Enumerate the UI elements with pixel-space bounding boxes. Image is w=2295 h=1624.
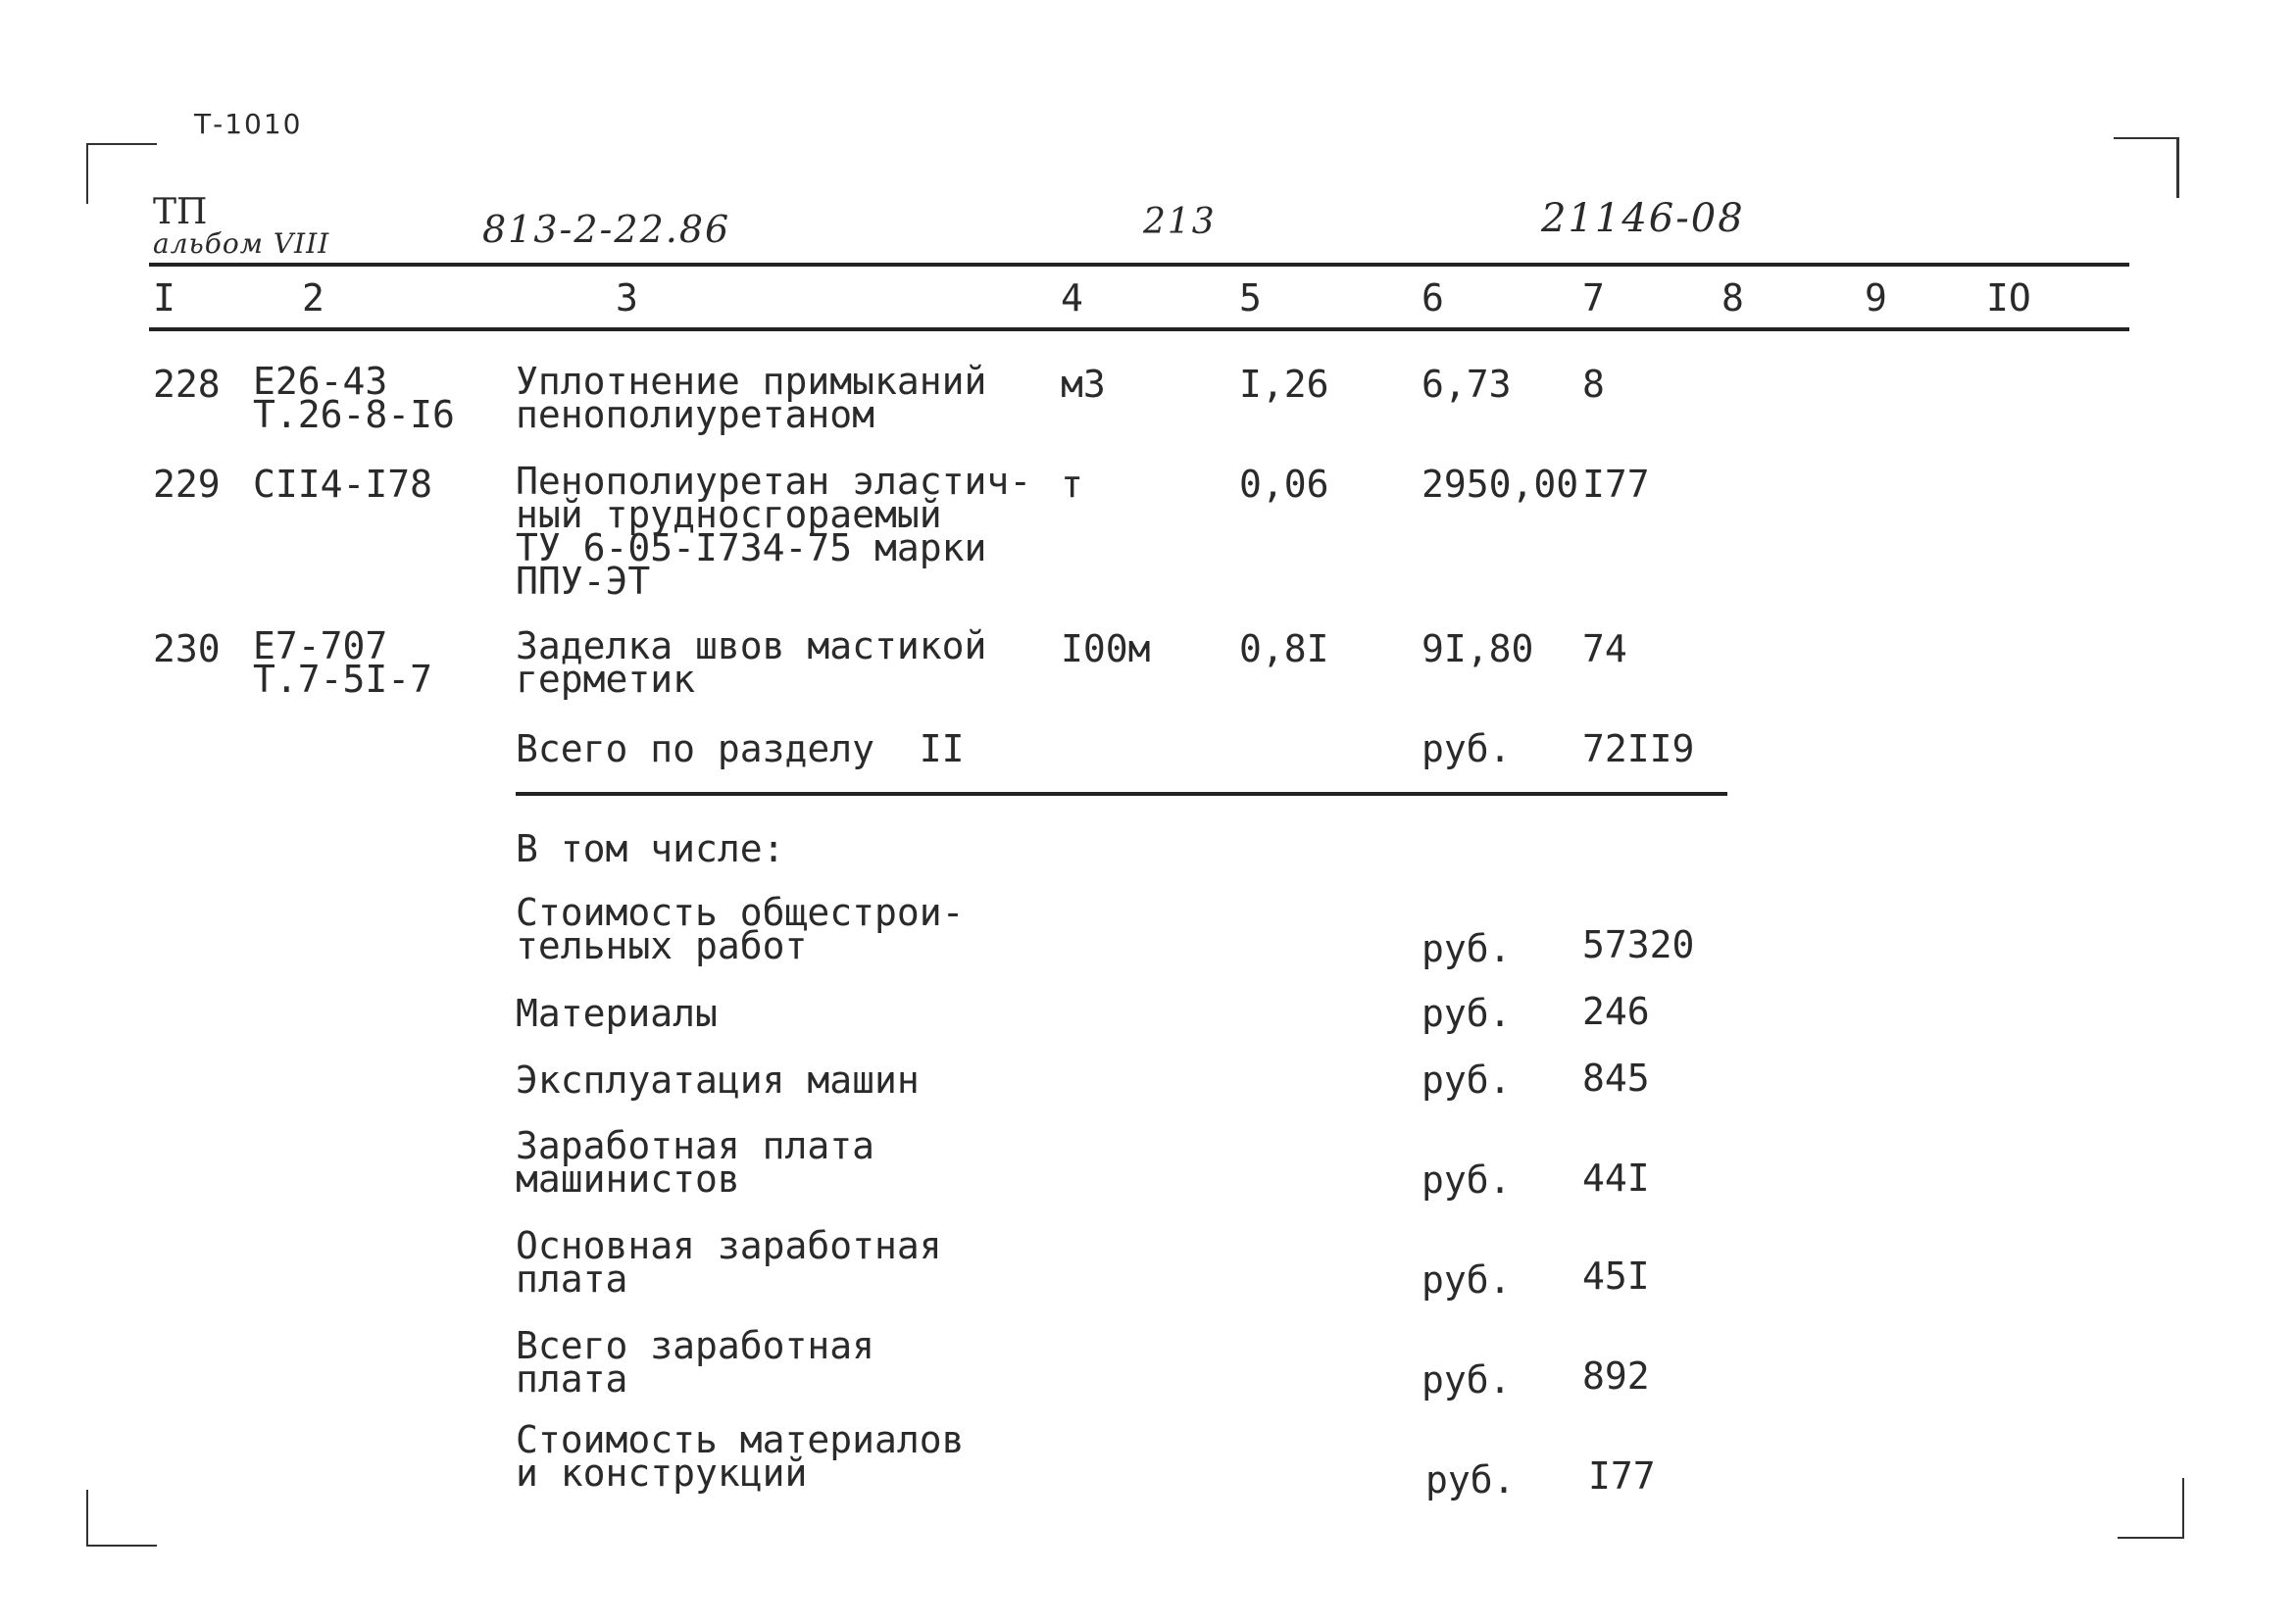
header-bottom-rule: [149, 327, 2129, 331]
row-code: СII4-I78: [253, 463, 433, 506]
breakdown-unit: руб.: [1422, 1158, 1512, 1202]
section-total-value: 72II9: [1582, 727, 1695, 770]
row-unit-price: 9I,80: [1422, 627, 1534, 670]
section-total-label: Всего по разделу II: [516, 727, 965, 770]
breakdown-value: 44I: [1582, 1156, 1650, 1200]
corner-mark-top-left: [86, 143, 157, 204]
breakdown-label: Всего заработная плата: [516, 1324, 875, 1401]
header-project-code: 813-2-22.86: [482, 208, 731, 251]
corner-mark-bottom-left: [86, 1490, 157, 1547]
header-album: альбом VIII: [153, 227, 330, 260]
column-number: 7: [1582, 276, 1605, 320]
row-unit: м3: [1061, 363, 1106, 406]
breakdown-label: Стоимость общестрои- тельных работ: [516, 891, 965, 967]
breakdown-label: Стоимость материалов и конструкций: [516, 1418, 965, 1495]
breakdown-unit: руб.: [1422, 1358, 1512, 1402]
breakdown-unit: руб.: [1422, 1258, 1512, 1302]
column-number: 2: [302, 276, 324, 320]
column-number: IO: [1986, 276, 2031, 320]
row-total: I77: [1582, 463, 1650, 506]
breakdown-unit: руб.: [1422, 992, 1512, 1035]
corner-mark-top-right: [2114, 137, 2179, 198]
header-tp: ТП: [153, 192, 208, 232]
row-number: 228: [153, 363, 221, 406]
breakdown-value: 892: [1582, 1354, 1650, 1398]
header-top-rule: [149, 263, 2129, 267]
row-number: 229: [153, 463, 221, 506]
breakdown-unit: руб.: [1422, 927, 1512, 970]
breakdown-unit: руб.: [1425, 1458, 1516, 1501]
breakdown-value: 845: [1582, 1057, 1650, 1100]
archive-stamp: Т-1010: [194, 108, 303, 140]
column-number: 9: [1865, 276, 1887, 320]
row-unit-price: 2950,00: [1422, 463, 1579, 506]
breakdown-value: 57320: [1582, 923, 1695, 966]
row-unit: т: [1061, 463, 1083, 506]
breakdown-label: Основная заработная плата: [516, 1224, 942, 1301]
including-label: В том числе:: [516, 827, 785, 870]
header-doc-number: 21146-08: [1541, 196, 1745, 241]
row-quantity: I,26: [1239, 363, 1329, 406]
column-number: I: [153, 276, 175, 320]
column-number: 3: [616, 276, 638, 320]
row-code: Е26-43 Т.26-8-I6: [253, 360, 455, 436]
row-total: 74: [1582, 627, 1627, 670]
row-quantity: 0,06: [1239, 463, 1329, 506]
row-quantity: 0,8I: [1239, 627, 1329, 670]
column-number: 8: [1721, 276, 1744, 320]
breakdown-value: I77: [1588, 1454, 1656, 1498]
breakdown-label: Эксплуатация машин: [516, 1058, 920, 1102]
row-code: Е7-707 Т.7-5I-7: [253, 624, 433, 701]
header-page-number: 213: [1143, 202, 1217, 242]
column-number: 4: [1061, 276, 1083, 320]
breakdown-value: 45I: [1582, 1255, 1650, 1298]
column-number: 5: [1239, 276, 1262, 320]
breakdown-label: Заработная плата машинистов: [516, 1124, 875, 1201]
row-description: Пенополиуретан эластич- ный трудносгораемый ТУ 6-05-I734-75 марки ППУ-ЭТ: [516, 460, 1032, 603]
column-number: 6: [1422, 276, 1444, 320]
row-description: Заделка швов мастикой герметик: [516, 624, 987, 701]
row-unit-price: 6,73: [1422, 363, 1512, 406]
breakdown-unit: руб.: [1422, 1058, 1512, 1102]
corner-mark-bottom-right: [2118, 1478, 2184, 1539]
section-total-rule: [516, 792, 1727, 796]
row-number: 230: [153, 627, 221, 670]
section-total-unit: руб.: [1422, 727, 1512, 770]
row-unit: I00м: [1061, 627, 1151, 670]
breakdown-label: Материалы: [516, 992, 718, 1035]
row-total: 8: [1582, 363, 1605, 406]
breakdown-value: 246: [1582, 990, 1650, 1033]
row-description: Уплотнение примыканий пенополиуретаном: [516, 360, 987, 436]
